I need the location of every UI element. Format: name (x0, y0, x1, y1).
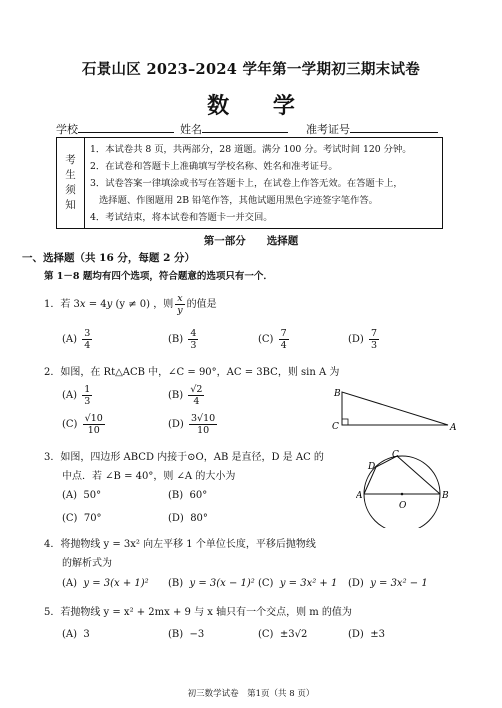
option-label: (B) (168, 578, 184, 589)
option-label: (B) (168, 490, 184, 501)
fraction-denominator: 4 (280, 340, 287, 351)
point-label-c: C (392, 450, 399, 460)
option-text: −3 (189, 629, 205, 640)
part-title: 第一部分 选择题 (203, 235, 299, 247)
option-text: 60° (189, 490, 208, 501)
ticket-field (306, 121, 438, 137)
notice-heading-char: 考 (65, 154, 76, 166)
option-fraction (83, 413, 105, 436)
q3-option-a (62, 490, 101, 501)
notice-heading (57, 138, 85, 228)
option-label: (C) (62, 513, 78, 524)
notice-item: 2．在试卷和答题卡上准确填写学校名称、姓名和准考证号。 (90, 161, 338, 172)
q1-option-c (258, 328, 291, 351)
option-label: (D) (168, 513, 184, 524)
notice-item: 选择题、作图题用 2B 铅笔作答，其他试题用黑色字迹签字笔作答。 (99, 195, 378, 206)
fraction-numerator: 7 (371, 328, 378, 339)
fraction-numerator: 3√10 (191, 413, 216, 424)
option-fraction (188, 328, 198, 351)
option-text: ±3 (370, 629, 385, 640)
option-label: (D) (348, 578, 364, 589)
point-label-d: D (368, 462, 376, 472)
vertex-label-b: B (334, 389, 341, 399)
q2-option-c (62, 413, 107, 436)
option-fraction (369, 328, 379, 351)
point-label-o: O (399, 501, 407, 511)
option-label: (B) (168, 390, 184, 401)
section-instruction: 第 1－8 题均有四个选项，符合题意的选项只有一个． (44, 271, 273, 282)
q1-fraction (175, 293, 184, 316)
triangle-figure (328, 384, 458, 434)
option-text: y = 3x² − 1 (370, 578, 428, 589)
fraction-numerator: 3 (84, 328, 91, 339)
option-fraction (279, 328, 289, 351)
circle-figure (356, 448, 456, 528)
option-fraction (82, 328, 92, 351)
q3-option-b (168, 490, 207, 501)
notice-box (56, 137, 443, 229)
option-fraction (188, 384, 204, 407)
q1-var-y: y (106, 299, 113, 310)
option-text: 80° (190, 513, 208, 524)
fraction-numerator: 4 (190, 328, 197, 339)
option-label: (A) (62, 390, 78, 401)
name-field (180, 121, 288, 137)
question-5-stem: 5．若抛物线 y = x² + 2mx + 9 与 x 轴只有一个交点，则 m 的值为 (44, 607, 352, 618)
ticket-blank (350, 121, 438, 133)
fraction-denominator: 4 (193, 396, 200, 407)
question-2-stem: 2．如图，在 Rt△ACB 中，∠C = 90°，AC = 3BC，则 sin A 为 (44, 367, 340, 378)
option-label: (C) (258, 578, 274, 589)
q1-option-b (168, 328, 200, 351)
option-label: (D) (348, 334, 364, 345)
option-label: (C) (62, 419, 78, 430)
fraction-denominator: y (177, 305, 183, 316)
option-label: (D) (348, 629, 364, 640)
option-text: 3 (83, 629, 90, 640)
q1-text: = 4 (85, 299, 107, 310)
question-4-stem-line1: 4．将抛物线 y = 3x² 向左平移 1 个单位长度，平移后抛物线 (44, 539, 316, 550)
notice-heading-char: 须 (65, 184, 76, 196)
school-field (56, 121, 174, 137)
option-fraction (82, 384, 92, 407)
fraction-numerator: x (177, 293, 183, 304)
fraction-denominator: 10 (87, 425, 100, 436)
q1-text: 1．若 3 (44, 299, 80, 310)
question-3-stem-line1: 3．如图，四边形 ABCD 内接于⊙O，AB 是直径，D 是 AC 的 (44, 452, 324, 463)
point-label-b: B (442, 491, 449, 501)
notice-item: 3．试卷答案一律填涂或书写在答题卡上，在试卷上作答无效。在答题卡上， (90, 178, 403, 189)
option-fraction (189, 413, 217, 436)
q2-option-a (62, 384, 94, 407)
option-label: (A) (62, 490, 78, 501)
name-label: 姓名 (180, 123, 202, 136)
page-footer: 初三数学试卷 第1页（共 8 页） (187, 689, 315, 699)
option-label: (C) (258, 334, 274, 345)
fraction-denominator: 3 (84, 396, 91, 407)
option-label: (B) (168, 629, 184, 640)
option-label: (A) (62, 629, 78, 640)
fraction-denominator: 3 (190, 340, 197, 351)
name-blank (202, 121, 288, 133)
ticket-label: 准考证号 (306, 123, 350, 136)
q1-option-d (348, 328, 381, 351)
question-3-stem-line2: 中点．若 ∠B = 40°，则 ∠A 的大小为 (62, 471, 236, 482)
notice-item: 4．考试结束，将本试卷和答题卡一并交回。 (90, 212, 273, 223)
q3-option-d (168, 513, 208, 524)
school-blank (78, 121, 174, 133)
q1-option-a (62, 328, 94, 351)
option-text: y = 3x² + 1 (279, 578, 338, 589)
option-label: (A) (62, 334, 78, 345)
option-text: y = 3(x + 1)² (83, 578, 149, 589)
fraction-numerator: √10 (84, 413, 103, 424)
fraction-denominator: 10 (197, 425, 210, 436)
school-label: 学校 (56, 123, 78, 136)
option-text: 50° (83, 490, 102, 501)
q4-option-d (348, 578, 428, 589)
notice-item: 1．本试卷共 8 页，共两部分，28 道题。满分 100 分。考试时间 120 分钟。 (90, 144, 412, 155)
section-heading: 一、选择题（共 16 分，每题 2 分） (22, 252, 196, 264)
option-label: (C) (258, 629, 274, 640)
q4-option-a (62, 578, 149, 589)
fraction-numerator: 7 (280, 328, 287, 339)
question-4-stem-line2: 的解析式为 (62, 558, 112, 569)
q1-text: 的值是 (186, 299, 217, 310)
fraction-denominator: 3 (371, 340, 378, 351)
exam-title: 石景山区 2023–2024 学年第一学期初三期末试卷 (81, 61, 421, 78)
q3-option-c (62, 513, 102, 524)
notice-list (90, 141, 412, 226)
q1-var-x: x (79, 299, 86, 310)
option-label: (A) (62, 578, 78, 589)
q5-option-a (62, 629, 90, 640)
fraction-denominator: 4 (84, 340, 91, 351)
q5-option-d (348, 629, 385, 640)
q1-condition: (y ≠ 0) ，则 (112, 299, 174, 310)
q4-option-c (258, 578, 337, 589)
option-label: (B) (168, 334, 184, 345)
fraction-numerator: 1 (84, 384, 91, 395)
option-text: 70° (83, 513, 102, 524)
point-label-a: A (356, 491, 363, 501)
notice-heading-char: 知 (65, 199, 76, 211)
vertex-label-a: A (450, 423, 457, 433)
fraction-numerator: √2 (190, 384, 203, 395)
q2-option-d (168, 413, 219, 436)
q4-option-b (168, 578, 255, 589)
subject-title: 数 学 (207, 93, 313, 119)
option-label: (D) (168, 419, 184, 430)
vertex-label-c: C (332, 422, 339, 432)
notice-heading-char: 生 (65, 169, 76, 181)
option-text: ±3√2 (279, 629, 308, 640)
q5-option-b (168, 629, 204, 640)
option-text: y = 3(x − 1)² (189, 578, 255, 589)
question-1-stem (44, 293, 217, 316)
q5-option-c (258, 629, 307, 640)
q2-option-b (168, 384, 206, 407)
